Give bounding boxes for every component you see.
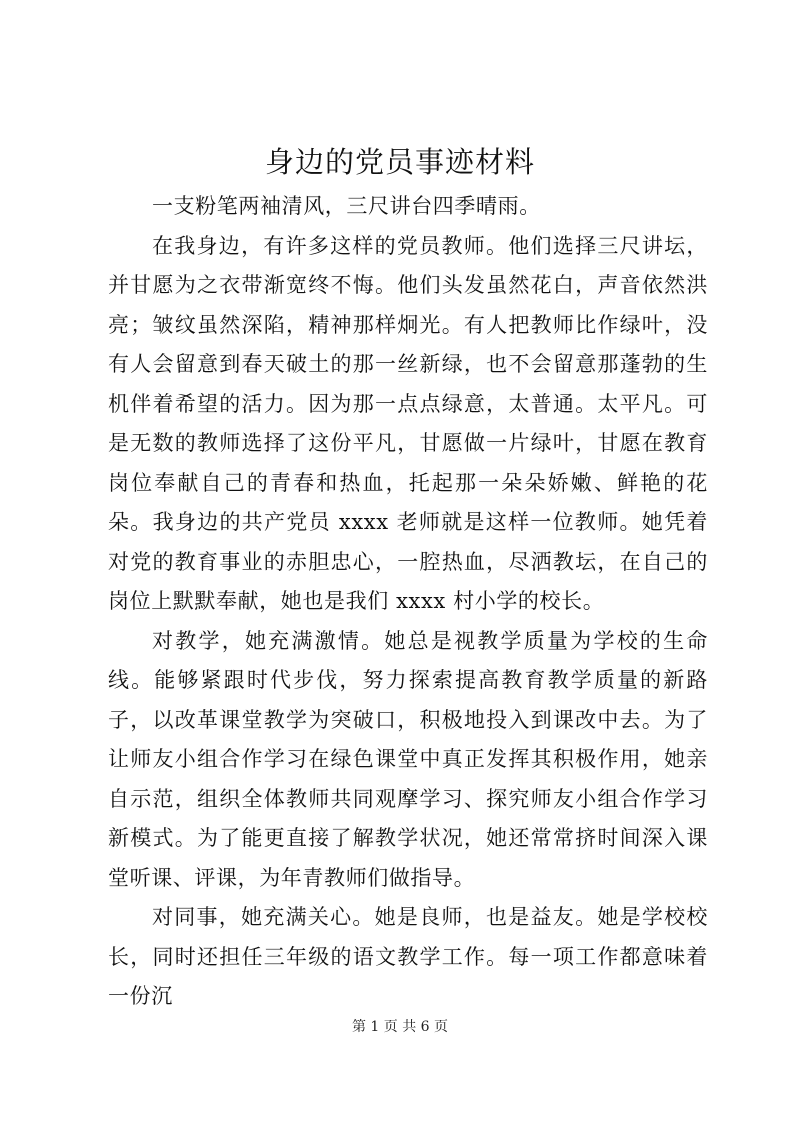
page-footer (0, 1017, 800, 1037)
paragraph-3: 对教学，她充满激情。她总是视教学质量为学校的生命线。能够紧跟时代步伐，努力探索提高教育教学质量的新路子，以改革课堂教学为突破口，积极地投入到课改中去。为了让师友小组合作学习在绿色课堂中真正发挥其积极作用，她亲自示范，组织全体教师共同观摩学习、探究师友小组合作学习新模式。为了能更直接了解教学状况，她还常常挤时间深入课堂听课、评课，为年青教师们做指导。 (108, 628, 708, 890)
paragraph-2: 在我身边，有许多这样的党员教师。他们选择三尺讲坛，并甘愿为之衣带渐宽终不悔。他们头发虽然花白，声音依然洪亮；皱纹虽然深陷，精神那样炯光。有人把教师比作绿叶，没有人会留意到春天破土的那一丝新绿，也不会留意那蓬勃的生机伴着希望的活力。因为那一点点绿意，太普通。太平凡。可是无数的教师选择了这份平凡，甘愿做一片绿叶，甘愿在教育岗位奉献自己的青春和热血，托起那一朵朵娇嫩、鲜艳的花朵。我身边的共产党员 xxxx 老师就是这样一位教师。她凭着对党的教育事业的赤胆忠心，一腔热血，尽洒教坛，在自己的岗位上默默奉献，她也是我们 xxxx 村小学的校长。 (108, 233, 708, 613)
document-body (108, 187, 708, 1017)
page-total: 共 6 页 (402, 1019, 449, 1035)
page-number: 第 1 页 (351, 1019, 398, 1035)
paragraph-1: 一支粉笔两袖清风，三尺讲台四季晴雨。 (152, 194, 541, 218)
paragraph-4: 对同事，她充满关心。她是良师，也是益友。她是学校校长，同时还担任三年级的语文教学工作。每一项工作都意味着一份沉 (108, 905, 708, 1008)
document-title: 身边的党员事迹材料 (264, 145, 535, 179)
